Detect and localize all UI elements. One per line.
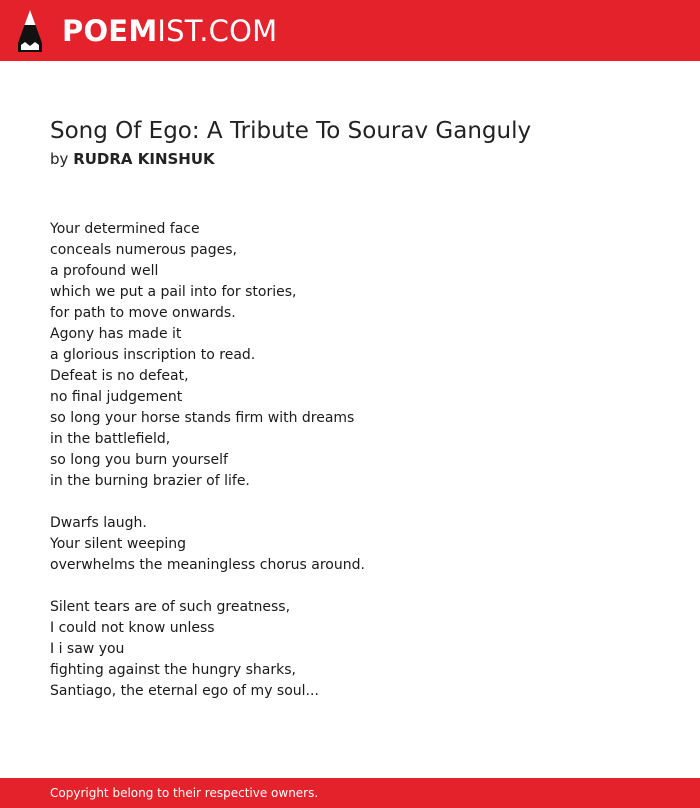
- poem-line: in the burning brazier of life.: [50, 473, 250, 489]
- poem-title: Song Of Ego: A Tribute To Sourav Ganguly: [50, 118, 532, 144]
- poem-byline: [50, 149, 215, 169]
- poem-line: Agony has made it: [50, 326, 182, 342]
- poem-line: fighting against the hungry sharks,: [50, 662, 296, 678]
- poem-line: conceals numerous pages,: [50, 242, 237, 258]
- poem-line: in the battlefield,: [50, 431, 171, 447]
- poem-line: overwhelms the meaningless chorus around.: [50, 557, 365, 573]
- stanza-2: [50, 513, 650, 576]
- poem-line: Defeat is no defeat,: [50, 368, 189, 384]
- poem-line: no final judgement: [50, 389, 183, 405]
- copyright-notice: Copyright belong to their respective owners.: [50, 786, 319, 800]
- stanza-3: [50, 597, 650, 702]
- poem-line: Your determined face: [50, 221, 200, 237]
- site-brand[interactable]: [62, 12, 277, 50]
- stanza-1: [50, 219, 650, 492]
- poem-line: which we put a pail into for stories,: [50, 284, 297, 300]
- poem-body: [50, 219, 650, 723]
- brand-light-text: IST.COM: [157, 14, 278, 48]
- brand-bold-text: POEM: [62, 14, 158, 48]
- poem-line: for path to move onwards.: [50, 305, 236, 321]
- poem-line: so long your horse stands firm with dreams: [50, 410, 355, 426]
- site-header: [0, 0, 700, 61]
- poem-line: I could not know unless: [50, 620, 215, 636]
- poem-line: I i saw you: [50, 641, 125, 657]
- author-name: RUDRA KINSHUK: [73, 150, 215, 168]
- site-footer: [0, 778, 700, 808]
- poem-line: a profound well: [50, 263, 159, 279]
- by-label: by: [50, 150, 69, 168]
- poem-line: Santiago, the eternal ego of my soul...: [50, 683, 319, 699]
- poem-line: a glorious inscription to read.: [50, 347, 256, 363]
- pencil-tip-icon[interactable]: [16, 9, 44, 53]
- poem-line: so long you burn yourself: [50, 452, 228, 468]
- poem-line: Silent tears are of such greatness,: [50, 599, 291, 615]
- poem-line: Your silent weeping: [50, 536, 187, 552]
- poem-line: Dwarfs laugh.: [50, 515, 147, 531]
